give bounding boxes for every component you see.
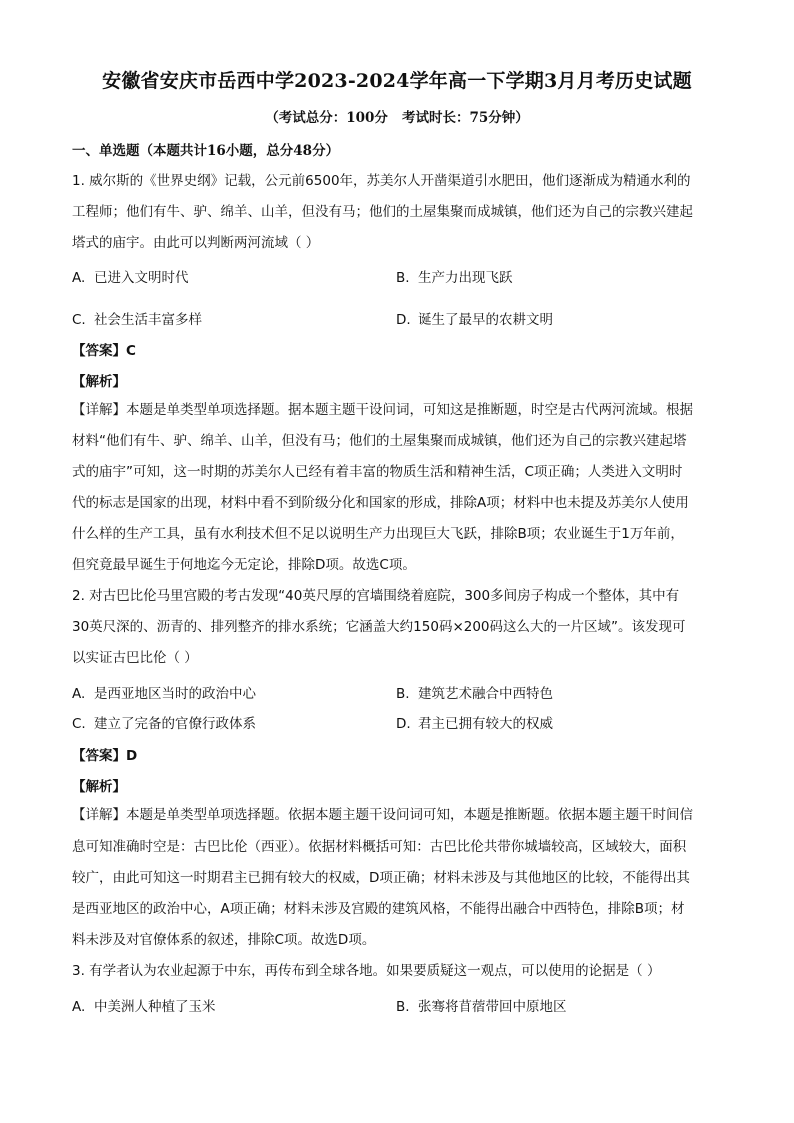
q3-option-a: [72, 995, 216, 1015]
option-letter: D.: [396, 716, 411, 732]
q3-stem-line: 3. 有学者认为农业起源于中东，再传布到全球各地。如果要质疑这一观点，可以使用的论据是（ ）: [72, 963, 661, 979]
q2-option-c: [72, 712, 256, 732]
q1-option-a: [72, 266, 189, 286]
q2-analysis-line: 息可知准确时空是：古巴比伦（西亚）。依据材料概括可知：古巴比伦共带你城墙较高，区域较大，面积: [72, 839, 687, 855]
option-text: 生产力出现飞跃: [418, 270, 513, 286]
option-text: 张骞将苜蓿带回中原地区: [418, 999, 567, 1015]
q1-option-b: [396, 266, 513, 286]
option-text: 诞生了最早的农耕文明: [418, 312, 553, 328]
option-letter: C.: [72, 716, 86, 732]
q1-analysis-label: 【解析】: [72, 374, 126, 390]
option-letter: B.: [396, 686, 410, 702]
q2-stem-line: 30英尺深的、沥青的、排列整齐的排水系统；它涵盖大约150码×200码这么大的一片区域”。该发现可: [72, 619, 686, 635]
q2-analysis-label: 【解析】: [72, 779, 126, 795]
q1-option-d: [396, 308, 553, 328]
q2-stem-line: 2. 对古巴比伦马里宫殿的考古发现“40英尺厚的宫墙围绕着庭院，300多间房子构成一个整体，其中有: [72, 588, 680, 604]
q2-analysis-line: 是西亚地区的政治中心，A项正确；材料未涉及宫殿的建筑风格，不能得出融合中西特色，排除B项；材: [72, 901, 685, 917]
option-text: 是西亚地区当时的政治中心: [94, 686, 256, 702]
option-text: 社会生活丰富多样: [94, 312, 202, 328]
q2-analysis-line: 较广，由此可知这一时期君主已拥有较大的权威，D项正确；材料未涉及与其他地区的比较，不能得出其: [72, 870, 690, 886]
option-text: 建立了完备的官僚行政体系: [94, 716, 256, 732]
q1-analysis-line: 材料“他们有牛、驴、绵羊、山羊，但没有马；他们的土屋集聚而成城镇，他们还为自己的宗教兴建起塔: [72, 433, 687, 449]
q2-stem-line: 以实证古巴比伦（ ）: [72, 650, 198, 666]
q1-analysis-line: 什么样的生产工具，虽有水利技术但不足以说明生产力出现巨大飞跃，排除B项；农业诞生于1万年前，: [72, 526, 684, 542]
option-letter: A.: [72, 999, 86, 1015]
option-letter: A.: [72, 686, 86, 702]
q2-option-a: [72, 682, 256, 702]
q1-analysis-line: 但究竟最早诞生于何地迄今无定论，排除D项。故选C项。: [72, 557, 416, 573]
q3-option-b: [396, 995, 567, 1015]
option-letter: D.: [396, 312, 411, 328]
option-text: 中美洲人种植了玉米: [94, 999, 216, 1015]
q2-analysis-line: 【详解】本题是单类型单项选择题。依据本题主题干设问词可知，本题是推断题。依据本题主题干时间信: [72, 807, 693, 823]
q1-option-c: [72, 308, 202, 328]
q2-option-b: [396, 682, 553, 702]
q1-stem-line: 工程师；他们有牛、驴、绵羊、山羊，但没有马；他们的土屋集聚而成城镇，他们还为自己的宗教兴建起: [72, 204, 693, 220]
option-text: 建筑艺术融合中西特色: [418, 686, 553, 702]
section-heading: 一、单选题（本题共计16小题，总分48分）: [72, 143, 340, 159]
q2-answer: 【答案】D: [72, 748, 138, 764]
q2-option-d: [396, 712, 553, 732]
option-letter: C.: [72, 312, 86, 328]
exam-info-subtitle: （考试总分：100分 考试时长：75分钟）: [265, 110, 529, 126]
option-letter: B.: [396, 999, 410, 1015]
page-title: 安徽省安庆市岳西中学2023-2024学年高一下学期3月月考历史试题: [102, 70, 692, 92]
option-text: 已进入文明时代: [94, 270, 189, 286]
q1-analysis-line: 【详解】本题是单类型单项选择题。据本题主题干设问词，可知这是推断题，时空是古代两河流域。根据: [72, 402, 693, 418]
q1-answer: 【答案】C: [72, 343, 136, 359]
q1-stem-line: 塔式的庙宇。由此可以判断两河流域（ ）: [72, 235, 320, 251]
q1-analysis-line: 式的庙宇”可知，这一时期的苏美尔人已经有着丰富的物质生活和精神生活，C项正确；人类进入文明时: [72, 464, 683, 480]
option-text: 君主已拥有较大的权威: [418, 716, 553, 732]
q2-analysis-line: 料未涉及对官僚体系的叙述，排除C项。故选D项。: [72, 932, 376, 948]
option-letter: B.: [396, 270, 410, 286]
option-letter: A.: [72, 270, 86, 286]
q1-stem-line: 1. 威尔斯的《世界史纲》记载，公元前6500年，苏美尔人开凿渠道引水肥田，他们逐渐成为精通水利的: [72, 173, 691, 189]
q1-analysis-line: 代的标志是国家的出现，材料中看不到阶级分化和国家的形成，排除A项；材料中也未提及苏美尔人使用: [72, 495, 689, 511]
